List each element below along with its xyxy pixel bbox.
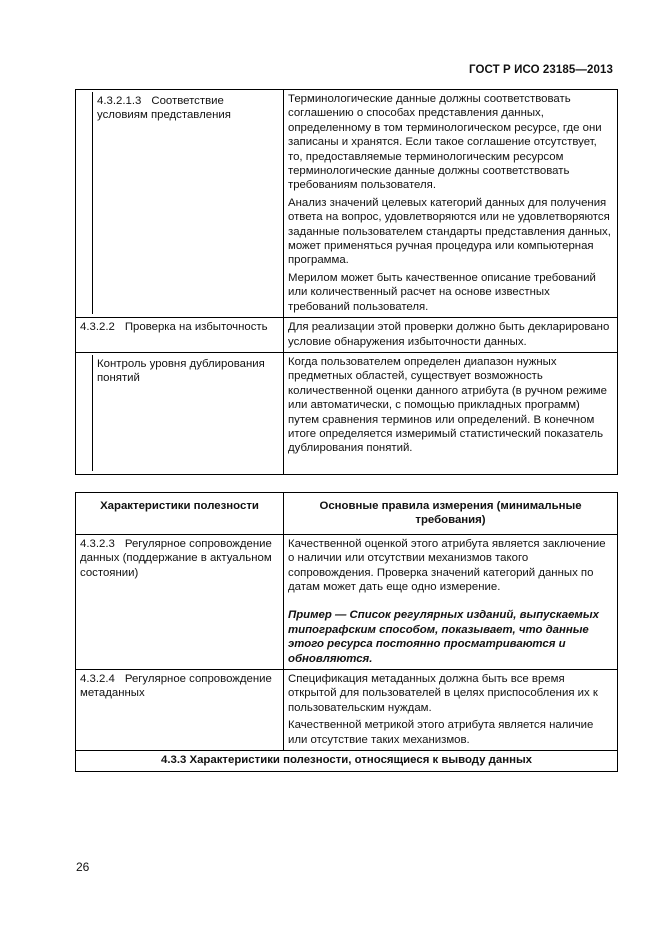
paragraph: Для реализации этой проверки должно быть декларировано условие обнаружения избыточности данных. [288, 321, 610, 348]
clause-number: 4.3.2.1.3 [97, 95, 142, 107]
row-label-cell [76, 90, 284, 318]
row-label-cell [76, 670, 284, 751]
row-label-cell [76, 352, 284, 474]
standard-header: ГОСТ Р ИСО 23185—2013 [468, 64, 613, 76]
clause-title: Соответствие условиям представления [97, 95, 231, 122]
clause-title: Проверка на избыточность [124, 321, 268, 334]
table-header-row [76, 493, 618, 535]
requirements-table-2 [75, 492, 618, 772]
section-heading: 4.3.3 Характеристики полезности, относящиеся к выводу данных [76, 751, 618, 771]
row-label-cell [76, 534, 284, 669]
table-row [76, 352, 618, 474]
paragraph: Спецификация метаданных должна быть все время открытой для пользователей в целях приспособления их к пользовательским нуждам. [288, 673, 598, 714]
clause-number: 4.3.2.2 [80, 321, 115, 334]
clause-title: Регулярное сопровождение данных (поддержание в актуальном состоянии) [80, 537, 272, 579]
table-row [76, 534, 618, 669]
paragraph: Когда пользователем определен диапазон нужных предметных областей, существует возможность количественной оценки данного атрибута (в ручном режиме или автоматически, с помощью прикладных программ) путем сравнения терминов или определений. В конечном итоге определяется измеримый статистический показатель дублирования понятий. [288, 355, 607, 455]
indent-bar [80, 92, 93, 314]
section-heading-row [76, 751, 618, 771]
page-number: 26 [76, 860, 90, 874]
example-note: Пример — Список регулярных изданий, выпускаемых типографским способом, показывает, что данные этого ресурса постоянно просматриваются и обновляются. [288, 609, 599, 665]
paragraph: Мерилом может быть качественное описание требований или количественный расчет на основе известных требований пользователя. [288, 271, 596, 313]
table-row [76, 318, 618, 353]
clause-number: 4.3.2.3 [80, 537, 115, 550]
paragraph: Качественной оценкой этого атрибута является заключение о наличии или отсутствии механизмов такого сопровождения. Проверка значений категорий данных по датам может дать еще одно измерение. [288, 537, 606, 594]
row-content-cell [284, 352, 618, 474]
column-header: Характеристики полезности [76, 493, 284, 535]
paragraph: Анализ значений целевых категорий данных для получения ответа на вопрос, удовлетворяются или не удовлетворяются заданные пользователем стандарты представления данных, может применяться ручная процедура или компьютерная программа. [288, 196, 611, 267]
requirements-table-1 [75, 89, 618, 475]
row-label-cell [76, 318, 284, 353]
clause-title: Регулярное сопровождение метаданных [80, 673, 272, 700]
table-row [76, 670, 618, 751]
clause-number: 4.3.2.4 [80, 673, 115, 686]
paragraph: Терминологические данные должны соответствовать соглашению о способах представления данных, определенному в том терминологическом ресурсе, где они записаны и хранятся. Если такое соглашение отсутствует, то, предоставляемые терминологическим ресурсом терминологические данные должны соответствовать требованиям пользователя. [288, 93, 602, 192]
paragraph: Качественной метрикой этого атрибута является наличие или отсутствие таких механизмов. [288, 719, 594, 746]
column-header: Основные правила измерения (минимальные требования) [284, 493, 618, 535]
indent-bar [80, 355, 93, 471]
row-content-cell [284, 318, 618, 353]
clause-title: Контроль уровня дублирования понятий [97, 357, 265, 385]
row-content-cell [284, 534, 618, 669]
row-content-cell [284, 90, 618, 318]
table-row [76, 90, 618, 318]
row-content-cell [284, 670, 618, 751]
